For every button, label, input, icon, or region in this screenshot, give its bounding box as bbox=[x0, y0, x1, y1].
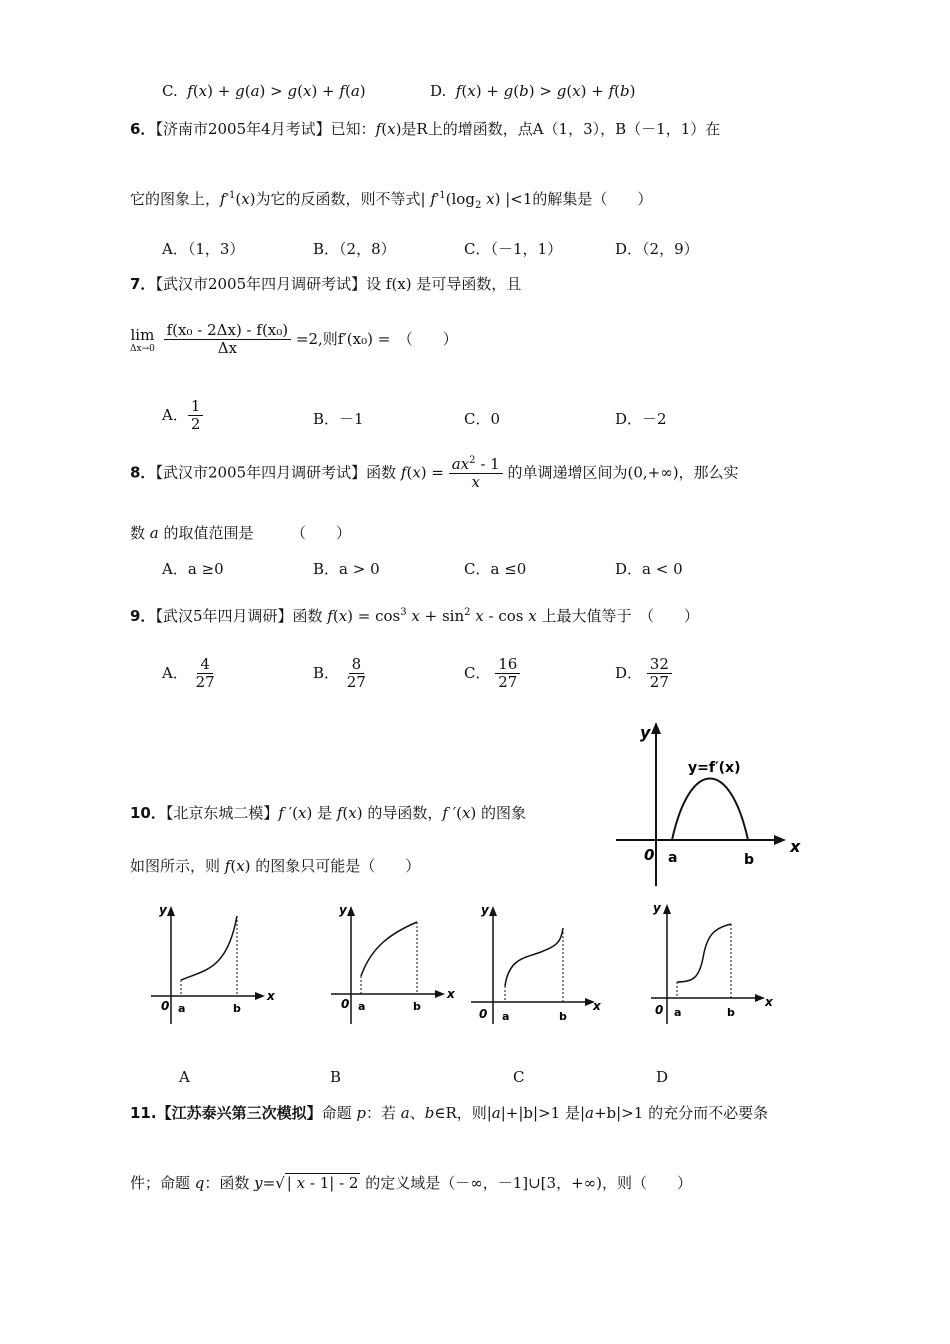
svg-text:b: b bbox=[559, 1010, 567, 1023]
svg-text:x: x bbox=[447, 987, 455, 1001]
q9-number: 9． bbox=[130, 607, 156, 625]
q9-option-c: C． $\frac{16}{27}$ bbox=[464, 656, 520, 692]
q10-graph-b bbox=[325, 898, 455, 1028]
svg-text:b: b bbox=[413, 1000, 421, 1013]
q6-source: 【济南市2005年4月考试】 bbox=[155, 120, 331, 138]
svg-text:y: y bbox=[339, 903, 347, 917]
q7-option-c: C．0 bbox=[464, 410, 501, 428]
svg-text:b: b bbox=[727, 1006, 735, 1019]
svg-text:a: a bbox=[178, 1002, 186, 1015]
q9-option-d: D． $\frac{32}{27}$ bbox=[615, 656, 672, 692]
q10-line-2: 如图所示，则 f(x) 的图象只可能是（ ） bbox=[130, 857, 421, 875]
q6-option-d: D．（2，9） bbox=[615, 240, 699, 258]
q6-option-b: B．（2，8） bbox=[313, 240, 396, 258]
q8-source: 【武汉市2005年四月调研考试】 bbox=[155, 463, 367, 482]
q7-limit-denominator: Δx bbox=[217, 339, 238, 358]
q7-option-d: D．－2 bbox=[615, 410, 667, 428]
q11-number: 11. bbox=[130, 1104, 157, 1122]
svg-text:0: 0 bbox=[479, 1007, 488, 1021]
q11-source: 【江苏泰兴第三次模拟】 bbox=[156, 1104, 322, 1122]
q9-line: 9．【武汉5年四月调研】函数 $f(x) = \cos^3 x + \sin^2 x - \cos x$ 上最大值等于 （ ） bbox=[130, 607, 700, 625]
q8-option-a: A．a ≥0 bbox=[162, 560, 224, 578]
q7-text: 设 f(x) 是可导函数，且 bbox=[366, 275, 522, 293]
q10-source: 【北京东城二模】 bbox=[165, 804, 279, 822]
svg-text:y: y bbox=[653, 901, 661, 915]
q10-number: 10． bbox=[130, 804, 166, 822]
svg-text:y: y bbox=[159, 903, 167, 917]
q7-limit-sub: Δx→0 bbox=[130, 343, 155, 354]
svg-text:b: b bbox=[233, 1002, 241, 1015]
q8-number: 8． bbox=[130, 463, 156, 482]
q7-limit: lim Δx→0 $\frac{\text{f(x₀ - 2Δx) - f(x₀)}}{\Delta x}$ =2,则f′(x₀) = （ ） bbox=[130, 321, 458, 358]
svg-text:a: a bbox=[674, 1006, 682, 1019]
q5-option-d: D. f(x) + g(b) > g(x) + f(b) bbox=[430, 82, 636, 100]
q10-derivative-graph bbox=[610, 718, 810, 890]
q8-option-d: D．a < 0 bbox=[615, 560, 683, 578]
q8-line-1: 8．【武汉市2005年四月调研考试】函数 f(x) = $\frac{ax^2 - 1}{x}$ 的单调递增区间为(0,+∞)，那么实 bbox=[130, 455, 739, 492]
svg-text:0: 0 bbox=[161, 999, 170, 1013]
q7-option-a: A． $\frac{1}{2}$ bbox=[162, 398, 203, 434]
svg-text:y: y bbox=[481, 903, 489, 917]
q5-option-c: C. f(x) + g(a) > g(x) + f(a) bbox=[162, 82, 366, 100]
q6-line-2: 它的图象上，$f^{-1}(x)$为它的反函数，则不等式| $f^{-1}(\log_2$ x) |<1的解集是（ ） bbox=[130, 190, 653, 211]
svg-text:a: a bbox=[502, 1010, 510, 1023]
derivative-label: y=f′(x) bbox=[688, 760, 741, 776]
q9-source: 【武汉5年四月调研】 bbox=[155, 607, 293, 625]
q10-line-1: 10．【北京东城二模】f ′(x) 是 f(x) 的导函数，f ′(x) 的图象 bbox=[130, 804, 527, 822]
q6-option-c: C．（－1，1） bbox=[464, 240, 563, 258]
q9-option-a: A． $\frac{4}{27}$ bbox=[162, 655, 215, 692]
q10-graph-b-label: B bbox=[330, 1068, 342, 1086]
q10-graph-c-label: C bbox=[513, 1068, 525, 1086]
q6-option-a: A．（1，3） bbox=[162, 240, 245, 258]
q10-graph-a bbox=[145, 898, 275, 1028]
q10-graph-d-label: D bbox=[656, 1068, 669, 1086]
y-axis-label: y bbox=[640, 723, 651, 742]
svg-text:a: a bbox=[358, 1000, 366, 1013]
svg-text:x: x bbox=[593, 999, 601, 1013]
q8-option-c: C．a ≤0 bbox=[464, 560, 527, 578]
q6-line-1: 6．【济南市2005年4月考试】已知：f(x)是R上的增函数，点A（1，3），B（－1，1）在 bbox=[130, 120, 721, 138]
q10-graph-d bbox=[645, 898, 775, 1028]
q7-number: 7． bbox=[130, 275, 156, 293]
svg-text:0: 0 bbox=[341, 997, 350, 1011]
x-axis-label: x bbox=[790, 837, 801, 856]
q11-line-1: 11.【江苏泰兴第三次模拟】命题 p：若 a、b∈R，则|a|+|b|>1 是|a+b|>1 的充分而不必要条 bbox=[130, 1104, 769, 1122]
q7-option-b: B．－1 bbox=[313, 410, 364, 428]
b-label: b bbox=[744, 852, 755, 868]
q7-source: 【武汉市2005年四月调研考试】 bbox=[155, 275, 367, 293]
q9-option-b: B． $\frac{8}{27}$ bbox=[313, 655, 366, 692]
q7-limit-rhs: =2,则f′(x₀) = （ ） bbox=[295, 329, 458, 348]
q8-line-2: 数 a 的取值范围是 （ ） bbox=[130, 524, 352, 542]
origin-label: 0 bbox=[644, 846, 655, 864]
svg-text:x: x bbox=[765, 995, 773, 1009]
svg-text:0: 0 bbox=[655, 1003, 664, 1017]
q7-line-1 bbox=[130, 273, 521, 294]
q11-line-2: 件；命题 q：函数 y=√ | x - 1| - 2 的定义域是（－∞，－1]∪[3，+∞)，则（ ） bbox=[130, 1174, 692, 1192]
q10-graph-a-label: A bbox=[179, 1068, 190, 1086]
svg-text:x: x bbox=[267, 989, 275, 1003]
a-label: a bbox=[668, 850, 678, 866]
q10-graph-c bbox=[465, 898, 605, 1028]
q8-option-b: B．a > 0 bbox=[313, 560, 380, 578]
q7-limit-numerator: f(x₀ - 2Δx) - f(x₀) bbox=[164, 322, 292, 340]
q6-number: 6． bbox=[130, 120, 156, 138]
